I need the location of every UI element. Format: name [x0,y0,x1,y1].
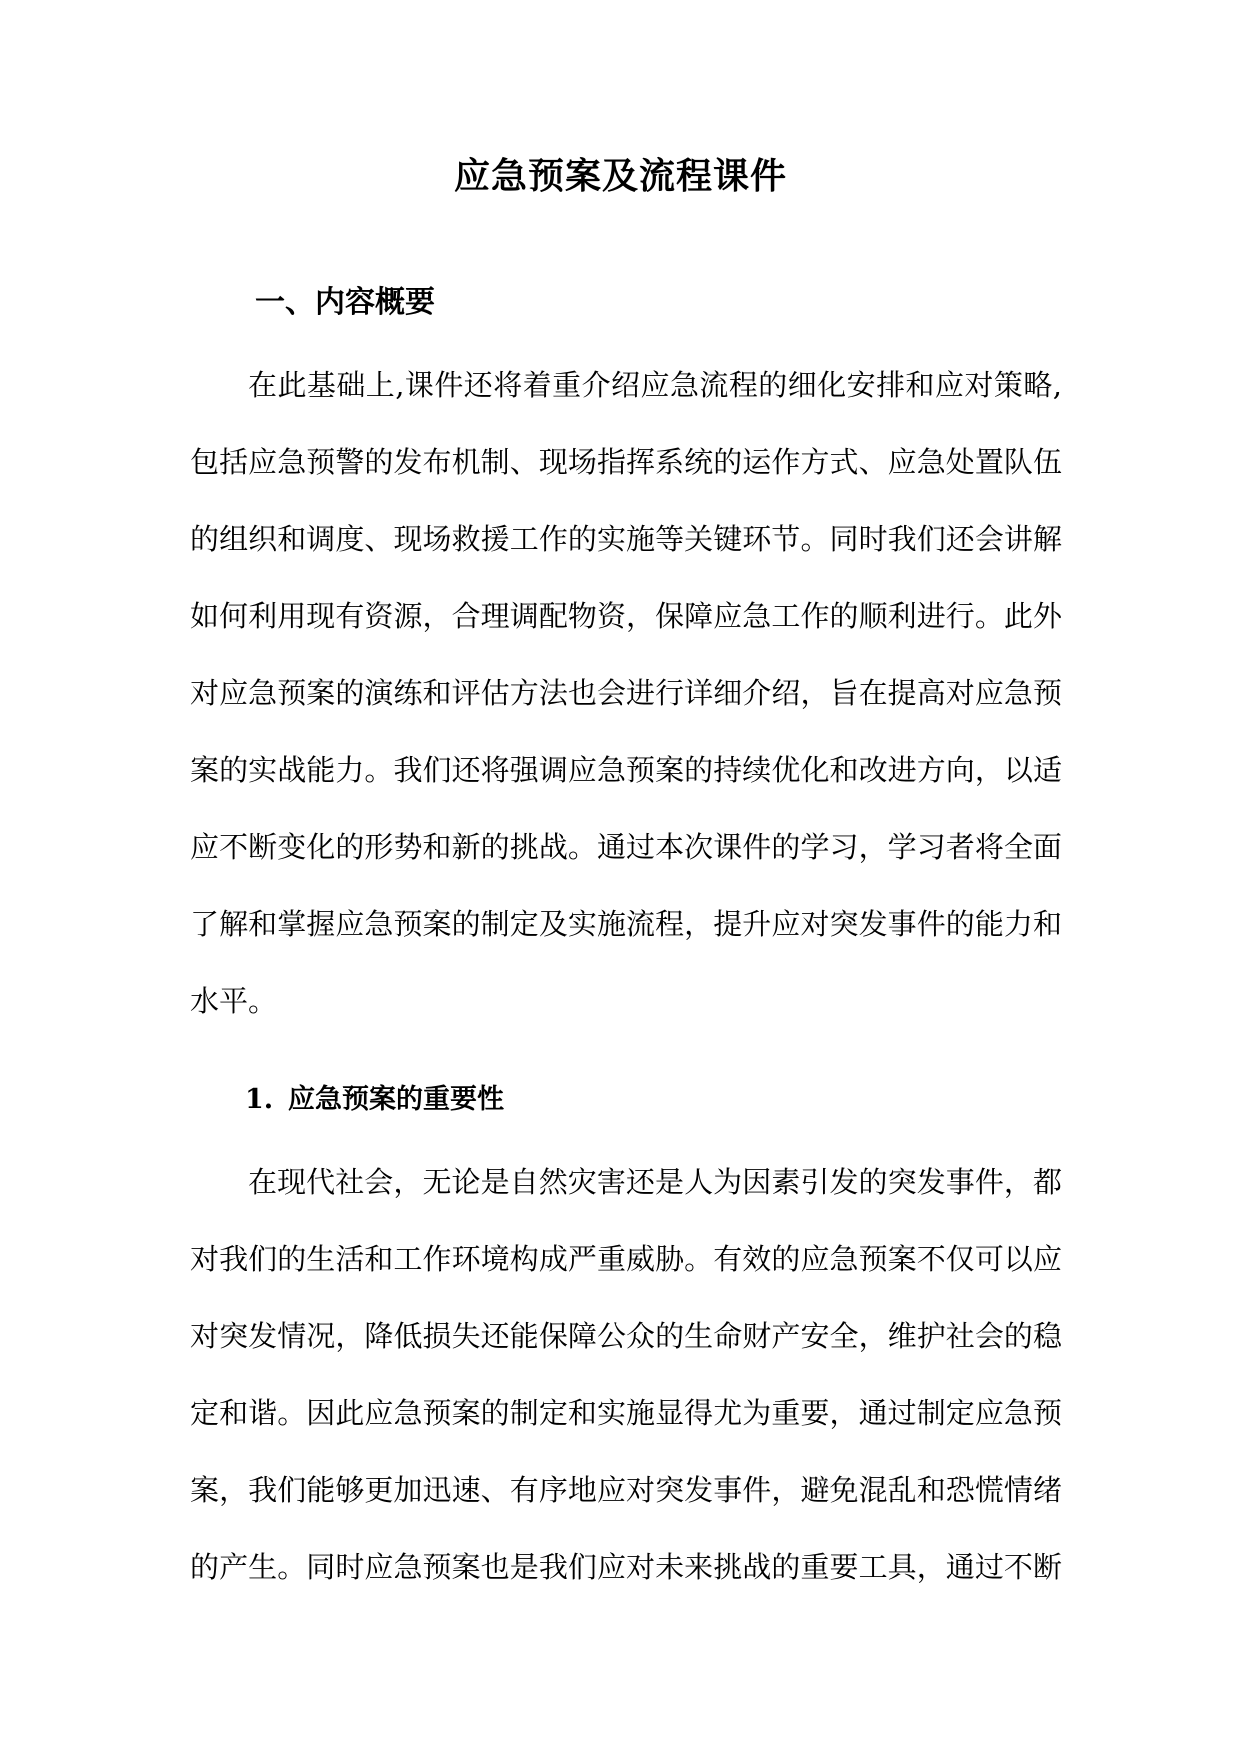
paragraph-line: 对我们的生活和工作环境构成严重威胁。有效的应急预案不仅可以应 [190,1242,1062,1276]
paragraph-line: 对应急预案的演练和评估方法也会进行详细介绍，旨在提高对应急预 [190,676,1062,710]
paragraph-line: 了解和掌握应急预案的制定及实施流程，提升应对突发事件的能力和 [190,907,1062,941]
paragraph-line: 的产生。同时应急预案也是我们应对未来挑战的重要工具，通过不断 [190,1550,1062,1584]
subsection-paragraph [190,1144,1062,1606]
paragraph-line: 在现代社会，无论是自然灾害还是人为因素引发的突发事件，都 [248,1165,1062,1199]
paragraph-line: 对突发情况，降低损失还能保障公众的生命财产安全，维护社会的稳 [190,1319,1062,1353]
document-title: 应急预案及流程课件 [453,155,787,197]
section-paragraph [190,347,1062,1040]
subsection-heading [245,1082,504,1118]
paragraph-line: 包括应急预警的发布机制、现场指挥系统的运作方式、应急处置队伍 [190,445,1062,479]
subsection-title: 应急预案的重要性 [288,1084,504,1115]
paragraph-line: 案，我们能够更加迅速、有序地应对突发事件，避免混乱和恐慌情绪 [190,1473,1062,1507]
paragraph-line: 定和谐。因此应急预案的制定和实施显得尤为重要，通过制定应急预 [190,1396,1062,1430]
paragraph-line: 如何利用现有资源，合理调配物资，保障应急工作的顺利进行。此外 [190,599,1062,633]
paragraph-line: 应不断变化的形势和新的挑战。通过本次课件的学习，学习者将全面 [190,830,1062,864]
paragraph-line: 水平。 [190,984,278,1018]
paragraph-line: 在此基础上,课件还将着重介绍应急流程的细化安排和应对策略, [248,368,1062,402]
paragraph-line: 的组织和调度、现场救援工作的实施等关键环节。同时我们还会讲解 [190,522,1062,556]
paragraph-line: 案的实战能力。我们还将强调应急预案的持续优化和改进方向，以适 [190,753,1062,787]
section-heading: 一、内容概要 [255,285,435,320]
subsection-number: 1. [245,1084,274,1115]
